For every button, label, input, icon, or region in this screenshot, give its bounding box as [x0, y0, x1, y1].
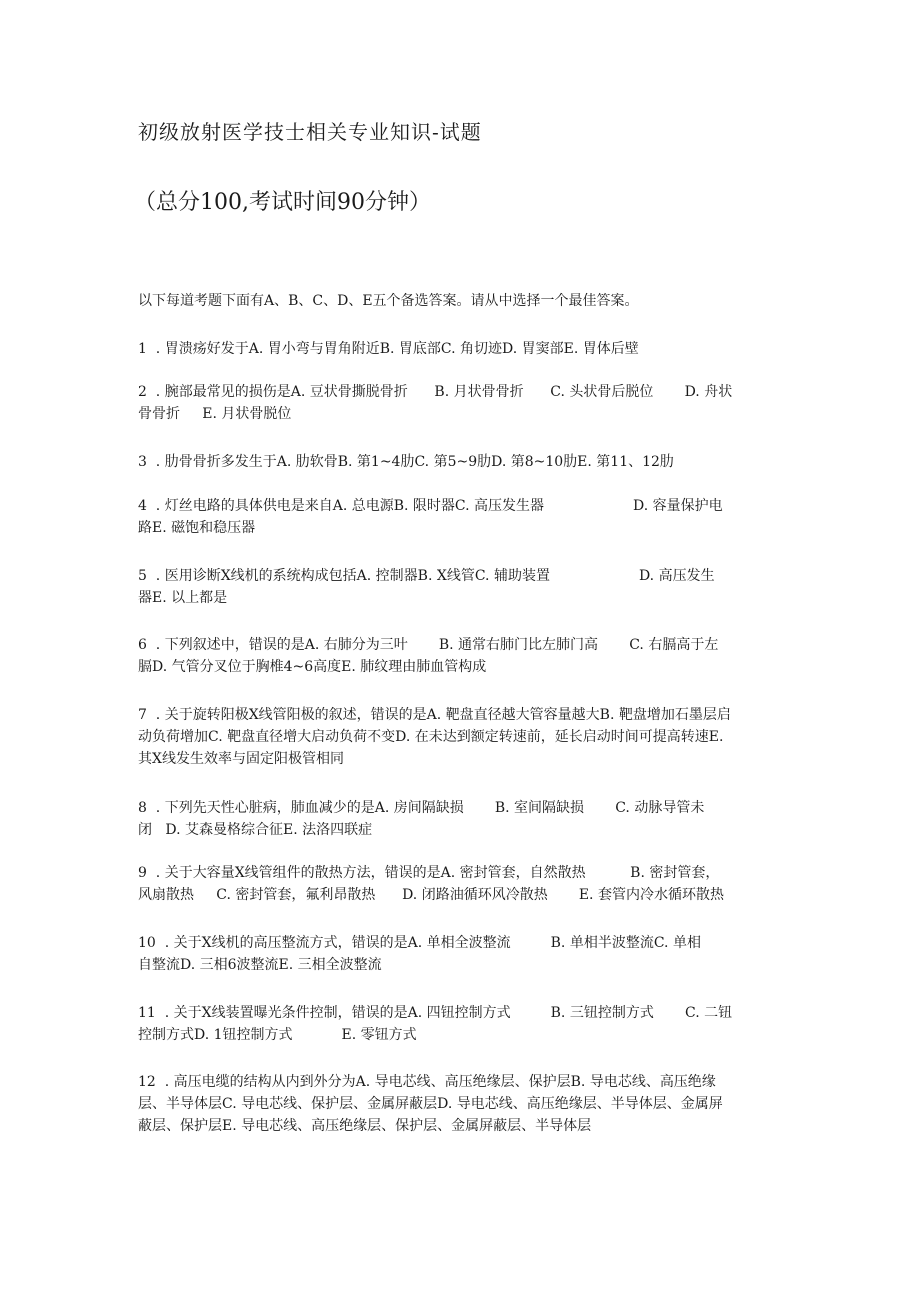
- question-line: 12 . 高压电缆的结构从内到外分为A. 导电芯线、高压绝缘层、保护层B. 导电芯线、高压绝缘: [138, 1074, 716, 1090]
- question-item: [138, 797, 778, 841]
- question-line: 8 . 下列先天性心脏病，肺血减少的是A. 房间隔缺损 B. 室间隔缺损 C. 动脉导管未: [138, 800, 705, 816]
- question-item: [138, 338, 778, 360]
- question-line: 2 . 腕部最常见的损伤是A. 豆状骨撕脱骨折 B. 月状骨骨折 C. 头状骨后脱位 D. 舟状: [138, 384, 733, 400]
- question-line: 风扇散热 C. 密封管套，氟利昂散热 D. 闭路油循环风冷散热 E. 套管内冷水循环散热: [138, 887, 724, 903]
- question-item: [138, 495, 778, 539]
- question-line: 路E. 磁饱和稳压器: [138, 520, 256, 536]
- question-line: 控制方式D. 1钮控制方式 E. 零钮方式: [138, 1027, 417, 1043]
- question-item: [138, 932, 778, 976]
- question-line: 5 . 医用诊断X线机的系统构成包括A. 控制器B. X线管C. 辅助装置 D. 高压发生: [138, 568, 715, 584]
- question-line: 膈D. 气管分叉位于胸椎4~6高度E. 肺纹理由肺血管构成: [138, 659, 487, 675]
- document-title: 初级放射医学技士相关专业知识-试题: [138, 120, 482, 144]
- question-item: [138, 451, 778, 473]
- question-line: 4 . 灯丝电路的具体供电是来自A. 总电源B. 限时器C. 高压发生器 D. 容量保护电: [138, 498, 723, 514]
- question-line: 动负荷增加C. 靶盘直径增大启动负荷不变D. 在未达到额定转速前，延长启动时间可提高转速E.: [138, 729, 724, 745]
- question-item: [138, 1002, 778, 1046]
- question-item: [138, 565, 778, 609]
- question-line: 9 . 关于大容量X线管组件的散热方法，错误的是A. 密封管套，自然散热 B. 密封管套，: [138, 865, 720, 881]
- question-line: 自整流D. 三相6波整流E. 三相全波整流: [138, 957, 382, 973]
- question-line: 7 . 关于旋转阳极X线管阳极的叙述，错误的是A. 靶盘直径越大管容量越大B. 靶盘增加石墨层启: [138, 707, 731, 723]
- question-line: 层、半导体层C. 导电芯线、保护层、金属屏蔽层D. 导电芯线、高压绝缘层、半导体层、金属屏: [138, 1096, 723, 1112]
- instructions-text: 以下每道考题下面有A、B、C、D、E五个备选答案。请从中选择一个最佳答案。: [138, 293, 639, 309]
- question-line: 骨骨折 E. 月状骨脱位: [138, 406, 292, 422]
- question-item: [138, 862, 778, 906]
- question-line: 其X线发生效率与固定阳极管相同: [138, 751, 344, 767]
- document-subtitle: （总分100,考试时间90分钟）: [134, 190, 431, 215]
- question-item: [138, 381, 778, 425]
- question-item: [138, 704, 778, 770]
- question-line: 1 . 胃溃疡好发于A. 胃小弯与胃角附近B. 胃底部C. 角切迹D. 胃窦部E. 胃体后壁: [138, 341, 639, 357]
- question-line: 10 . 关于X线机的高压整流方式，错误的是A. 单相全波整流 B. 单相半波整流C. 单相: [138, 935, 701, 951]
- question-item: [138, 634, 778, 678]
- question-line: 闭 D. 艾森曼格综合征E. 法洛四联症: [138, 822, 373, 838]
- question-line: 器E. 以上都是: [138, 590, 228, 606]
- question-line: 蔽层、保护层E. 导电芯线、高压绝缘层、保护层、金属屏蔽层、半导体层: [138, 1118, 592, 1134]
- question-item: [138, 1071, 778, 1137]
- question-line: 6 . 下列叙述中，错误的是A. 右肺分为三叶 B. 通常右肺门比左肺门高 C. 右膈高于左: [138, 637, 719, 653]
- question-line: 11 . 关于X线装置曝光条件控制，错误的是A. 四钮控制方式 B. 三钮控制方式 C. 二钮: [138, 1005, 733, 1021]
- question-line: 3 . 肋骨骨折多发生于A. 肋软骨B. 第1~4肋C. 第5~9肋D. 第8~10肋E. 第11、12肋: [138, 454, 674, 470]
